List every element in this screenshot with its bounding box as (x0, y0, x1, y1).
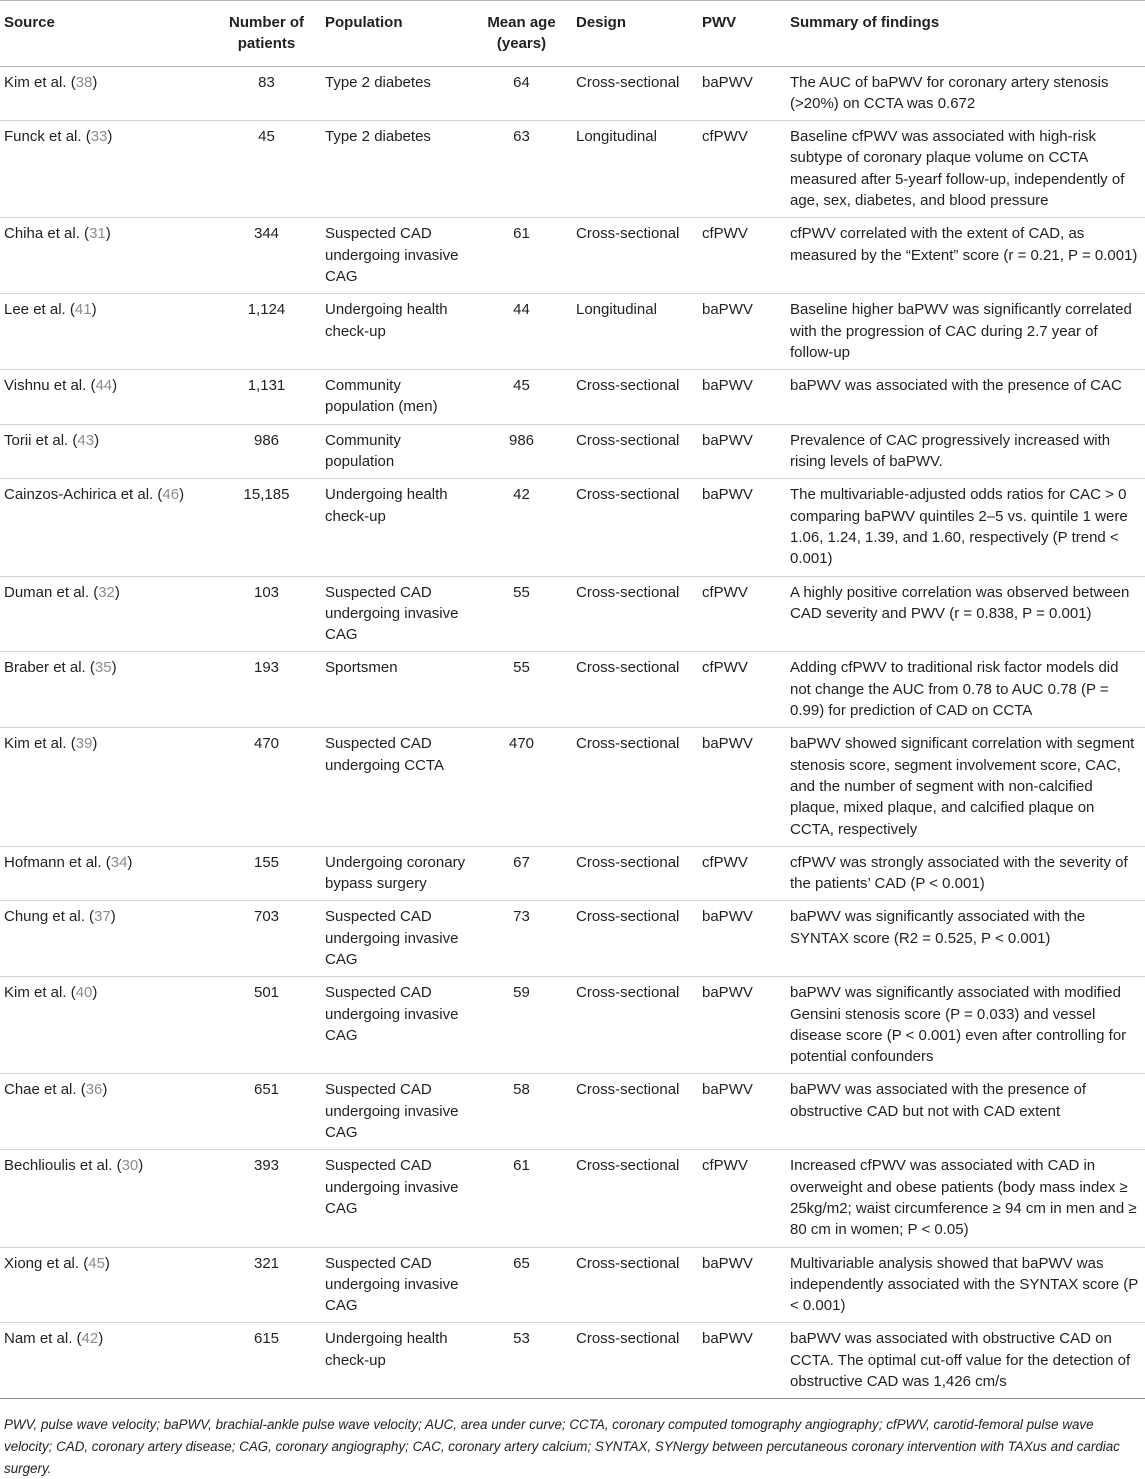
cell-population: Suspected CAD undergoing invasive CAG (321, 901, 471, 977)
cell-summary: baPWV showed significant correlation with segment stenosis score, segment involvement score, CAC, and the number of segment with non-calcified plaque, mixed plaque, and calcified plaque on CCTA, respectively (786, 728, 1145, 846)
cell-population: Suspected CAD undergoing invasive CAG (321, 1150, 471, 1247)
cell-design: Cross-sectional (572, 977, 698, 1074)
cell-design: Cross-sectional (572, 370, 698, 425)
cell-population: Undergoing health check-up (321, 479, 471, 576)
reference-link[interactable]: 36 (85, 1081, 103, 1099)
cell-source: Duman et al. (32) (0, 576, 212, 652)
cell-pwv: cfPWV (698, 576, 786, 652)
cell-patients: 344 (212, 218, 321, 294)
cell-patients: 393 (212, 1150, 321, 1247)
cell-design: Cross-sectional (572, 1150, 698, 1247)
reference-link[interactable]: 37 (94, 908, 111, 926)
cell-source: Kim et al. (39) (0, 728, 212, 846)
cell-pwv: baPWV (698, 66, 786, 121)
cell-pwv: cfPWV (698, 652, 786, 728)
cell-population: Type 2 diabetes (321, 66, 471, 121)
table-row (0, 66, 1145, 121)
header-row (0, 1, 1145, 67)
cell-summary: Multivariable analysis showed that baPWV was independently associated with the SYNTAX score (P < 0.001) (786, 1247, 1145, 1323)
cell-design: Longitudinal (572, 121, 698, 218)
author-name: Kim et al. (4, 73, 67, 91)
cell-population: Suspected CAD undergoing invasive CAG (321, 1247, 471, 1323)
cell-age: 42 (471, 479, 572, 576)
cell-pwv: cfPWV (698, 1150, 786, 1247)
header-summary: Summary of findings (786, 1, 1145, 67)
cell-design: Cross-sectional (572, 1247, 698, 1323)
table-row (0, 370, 1145, 425)
author-name: Cainzos-Achirica et al. (4, 486, 154, 504)
cell-summary: A highly positive correlation was observed between CAD severity and PWV (r = 0.838, P = 0.001) (786, 576, 1145, 652)
cell-summary: cfPWV was strongly associated with the severity of the patients’ CAD (P < 0.001) (786, 846, 1145, 901)
cell-source: Lee et al. (41) (0, 294, 212, 370)
cell-pwv: baPWV (698, 728, 786, 846)
cell-source: Chae et al. (36) (0, 1074, 212, 1150)
cell-population: Type 2 diabetes (321, 121, 471, 218)
author-name: Chung et al. (4, 908, 85, 926)
header-patients: Number of patients (212, 1, 321, 67)
table-row (0, 121, 1145, 218)
cell-age: 61 (471, 1150, 572, 1247)
cell-age: 58 (471, 1074, 572, 1150)
cell-patients: 321 (212, 1247, 321, 1323)
author-name: Nam et al. (4, 1330, 73, 1348)
author-name: Duman et al. (4, 583, 90, 601)
header-age: Mean age (years) (471, 1, 572, 67)
cell-summary: Prevalence of CAC progressively increased with rising levels of baPWV. (786, 424, 1145, 479)
author-name: Lee et al. (4, 301, 66, 319)
cell-summary: Increased cfPWV was associated with CAD in overweight and obese patients (body mass index ≥ 25kg/m2; waist circumference ≥ 94 cm in men and ≥ 80 cm in women; P < 0.05) (786, 1150, 1145, 1247)
cell-design: Cross-sectional (572, 576, 698, 652)
author-name: Torii et al. (4, 431, 69, 449)
cell-pwv: baPWV (698, 1247, 786, 1323)
author-name: Chae et al. (4, 1081, 77, 1099)
cell-age: 67 (471, 846, 572, 901)
table-row (0, 652, 1145, 728)
reference-link[interactable]: 30 (121, 1157, 139, 1175)
cell-summary: Adding cfPWV to traditional risk factor models did not change the AUC from 0.78 to AUC 0.78 (P = 0.99) for prediction of CAD on CCTA (786, 652, 1145, 728)
cell-design: Cross-sectional (572, 218, 698, 294)
cell-source: Vishnu et al. (44) (0, 370, 212, 425)
cell-summary: The AUC of baPWV for coronary artery stenosis (>20%) on CCTA was 0.672 (786, 66, 1145, 121)
header-population: Population (321, 1, 471, 67)
table-row (0, 1323, 1145, 1399)
cell-source: Kim et al. (40) (0, 977, 212, 1074)
cell-population: Undergoing health check-up (321, 294, 471, 370)
author-name: Chiha et al. (4, 225, 80, 243)
cell-pwv: baPWV (698, 1323, 786, 1399)
cell-pwv: baPWV (698, 1074, 786, 1150)
cell-pwv: cfPWV (698, 218, 786, 294)
reference-link[interactable]: 40 (75, 984, 93, 1002)
cell-summary: baPWV was associated with the presence of obstructive CAD but not with CAD extent (786, 1074, 1145, 1150)
author-name: Hofmann et al. (4, 853, 102, 871)
cell-age: 64 (471, 66, 572, 121)
table-row (0, 728, 1145, 846)
cell-design: Cross-sectional (572, 1074, 698, 1150)
cell-age: 55 (471, 652, 572, 728)
cell-source: Cainzos-Achirica et al. (46) (0, 479, 212, 576)
table-row (0, 977, 1145, 1074)
reference-link[interactable]: 38 (75, 73, 93, 91)
reference-link[interactable]: 34 (110, 853, 128, 871)
cell-patients: 703 (212, 901, 321, 977)
cell-design: Cross-sectional (572, 901, 698, 977)
author-name: Xiong et al. (4, 1254, 80, 1272)
reference-link[interactable]: 33 (90, 128, 108, 146)
cell-pwv: baPWV (698, 479, 786, 576)
cell-age: 470 (471, 728, 572, 846)
table-footnote: PWV, pulse wave velocity; baPWV, brachial-ankle pulse wave velocity; AUC, area under curve; CCTA, coronary computed tomography angiography; cfPWV, carotid-femoral pulse wave velocity; CAD, coronary artery disease; CAG, coronary angiography; CAC, coronary artery calcium; SYNTAX, SYNergy between percutaneous coronary intervention with TAXus and cardiac surgery. (4, 1417, 1120, 1476)
cell-summary: baPWV was significantly associated with modified Gensini stenosis score (P = 0.033) and vessel disease score (P < 0.001) even after controlling for potential confounders (786, 977, 1145, 1074)
cell-summary: Baseline higher baPWV was significantly correlated with the progression of CAC during 2.7 year of follow-up (786, 294, 1145, 370)
cell-summary: Baseline cfPWV was associated with high-risk subtype of coronary plaque volume on CCTA measured after 5-yearf follow-up, independently of age, sex, diabetes, and blood pressure (786, 121, 1145, 218)
reference-link[interactable]: 39 (75, 735, 93, 753)
cell-age: 73 (471, 901, 572, 977)
table-row (0, 424, 1145, 479)
cell-source: Chiha et al. (31) (0, 218, 212, 294)
cell-summary: baPWV was associated with obstructive CAD on CCTA. The optimal cut-off value for the detection of obstructive CAD was 1,426 cm/s (786, 1323, 1145, 1399)
cell-population: Suspected CAD undergoing invasive CAG (321, 576, 471, 652)
cell-design: Cross-sectional (572, 1323, 698, 1399)
cell-age: 55 (471, 576, 572, 652)
reference-link[interactable]: 45 (88, 1254, 105, 1272)
cell-age: 45 (471, 370, 572, 425)
cell-pwv: cfPWV (698, 846, 786, 901)
cell-population: Sportsmen (321, 652, 471, 728)
reference-link[interactable]: 31 (89, 225, 106, 243)
cell-pwv: cfPWV (698, 121, 786, 218)
cell-source: Funck et al. (33) (0, 121, 212, 218)
cell-source: Braber et al. (35) (0, 652, 212, 728)
table-row (0, 294, 1145, 370)
cell-population: Undergoing coronary bypass surgery (321, 846, 471, 901)
reference-link[interactable]: 35 (94, 659, 112, 677)
cell-pwv: baPWV (698, 370, 786, 425)
cell-population: Suspected CAD undergoing invasive CAG (321, 218, 471, 294)
cell-patients: 83 (212, 66, 321, 121)
author-name: Funck et al. (4, 128, 82, 146)
cell-source: Nam et al. (42) (0, 1323, 212, 1399)
cell-pwv: baPWV (698, 977, 786, 1074)
cell-age: 63 (471, 121, 572, 218)
cell-source: Bechlioulis et al. (30) (0, 1150, 212, 1247)
cell-design: Cross-sectional (572, 728, 698, 846)
cell-population: Undergoing health check-up (321, 1323, 471, 1399)
cell-patients: 193 (212, 652, 321, 728)
reference-link[interactable]: 41 (74, 301, 92, 319)
cell-patients: 470 (212, 728, 321, 846)
author-name: Braber et al. (4, 659, 86, 677)
header-pwv: PWV (698, 1, 786, 67)
cell-design: Cross-sectional (572, 652, 698, 728)
reference-link[interactable]: 32 (98, 583, 115, 601)
cell-population: Suspected CAD undergoing invasive CAG (321, 977, 471, 1074)
cell-patients: 15,185 (212, 479, 321, 576)
cell-patients: 501 (212, 977, 321, 1074)
cell-population: Community population (321, 424, 471, 479)
cell-design: Cross-sectional (572, 846, 698, 901)
author-name: Kim et al. (4, 735, 67, 753)
author-name: Kim et al. (4, 984, 67, 1002)
table-row (0, 1074, 1145, 1150)
cell-patients: 986 (212, 424, 321, 479)
cell-population: Community population (men) (321, 370, 471, 425)
cell-source: Xiong et al. (45) (0, 1247, 212, 1323)
cell-source: Kim et al. (38) (0, 66, 212, 121)
table-row (0, 1247, 1145, 1323)
header-design: Design (572, 1, 698, 67)
cell-design: Cross-sectional (572, 479, 698, 576)
cell-patients: 1,131 (212, 370, 321, 425)
reference-link[interactable]: 44 (95, 377, 113, 395)
cell-summary: The multivariable-adjusted odds ratios for CAC > 0 comparing baPWV quintiles 2–5 vs. quintile 1 were 1.06, 1.24, 1.39, and 1.60, respectively (P trend < 0.001) (786, 479, 1145, 576)
header-source: Source (0, 1, 212, 67)
reference-link[interactable]: 42 (81, 1330, 99, 1348)
author-name: Vishnu et al. (4, 377, 87, 395)
table-row (0, 901, 1145, 977)
reference-link[interactable]: 43 (77, 431, 95, 449)
cell-age: 986 (471, 424, 572, 479)
cell-patients: 45 (212, 121, 321, 218)
cell-summary: cfPWV correlated with the extent of CAD, as measured by the “Extent” score (r = 0.21, P = 0.001) (786, 218, 1145, 294)
table-row (0, 479, 1145, 576)
cell-age: 65 (471, 1247, 572, 1323)
table-row (0, 576, 1145, 652)
cell-pwv: baPWV (698, 424, 786, 479)
cell-patients: 1,124 (212, 294, 321, 370)
cell-summary: baPWV was associated with the presence of CAC (786, 370, 1145, 425)
cell-population: Suspected CAD undergoing CCTA (321, 728, 471, 846)
cell-patients: 651 (212, 1074, 321, 1150)
reference-link[interactable]: 46 (162, 486, 180, 504)
cell-design: Cross-sectional (572, 424, 698, 479)
cell-patients: 103 (212, 576, 321, 652)
table-row (0, 1150, 1145, 1247)
cell-design: Cross-sectional (572, 66, 698, 121)
cell-patients: 615 (212, 1323, 321, 1399)
author-name: Bechlioulis et al. (4, 1157, 113, 1175)
cell-population: Suspected CAD undergoing invasive CAG (321, 1074, 471, 1150)
cell-age: 59 (471, 977, 572, 1074)
cell-source: Torii et al. (43) (0, 424, 212, 479)
cell-age: 44 (471, 294, 572, 370)
table-body (0, 66, 1145, 1399)
cell-patients: 155 (212, 846, 321, 901)
cell-pwv: baPWV (698, 901, 786, 977)
cell-design: Longitudinal (572, 294, 698, 370)
cell-age: 61 (471, 218, 572, 294)
table-row (0, 218, 1145, 294)
table-row (0, 846, 1145, 901)
cell-summary: baPWV was significantly associated with the SYNTAX score (R2 = 0.525, P < 0.001) (786, 901, 1145, 977)
cell-source: Chung et al. (37) (0, 901, 212, 977)
cell-source: Hofmann et al. (34) (0, 846, 212, 901)
cell-age: 53 (471, 1323, 572, 1399)
cell-pwv: baPWV (698, 294, 786, 370)
